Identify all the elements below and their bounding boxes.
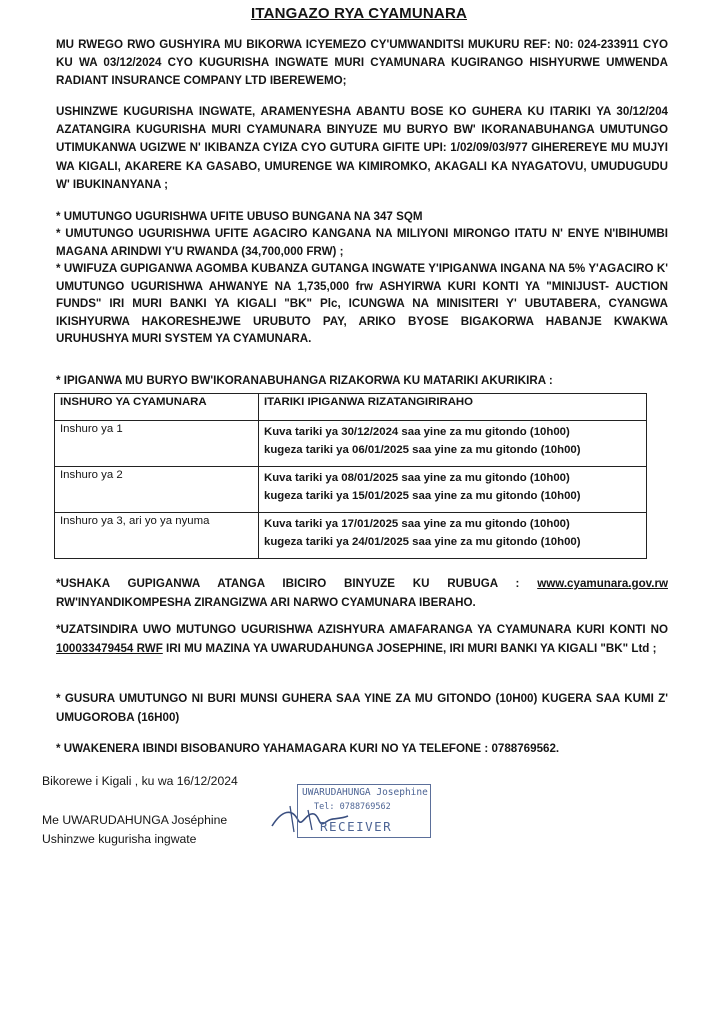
dates-cell [259,467,647,513]
account-number: 100033479454 RWF [56,642,163,655]
payment-text-2: IRI MU MAZINA YA UWARUDAHUNGA JOSEPHINE, IRI MURI BANKI YA KIGALI "BK" Ltd ; [166,642,657,655]
date-end: kugeza tariki ya 24/01/2025 saa yine za mu gitondo (10h00) [264,536,581,548]
date-start: Kuva tariki ya 17/01/2025 saa yine za mu gitondo (10h00) [264,518,570,530]
date-line: Bikorewe i Kigali , ku wa 16/12/2024 [42,774,238,788]
payment-text: *UZATSINDIRA UWO MUTUNGO UGURISHWA AZISHYURA AMAFARANGA YA CYAMUNARA KURI KONTI NO [56,623,668,636]
phone-note: * UWAKENERA IBINDI BISOBANURO YAHAMAGARA KURI NO YA TELEFONE : 0788769562. [56,742,560,755]
bullet-deposit: * UWIFUZA GUPIGANWA AGOMBA KUBANZA GUTANGA INGWATE Y'IPIGANWA INGANA NA 5% Y'AGACIRO K' UMUTUNGO UGURISHWA AHWANYE NA 1,735,000 frw ASHYIRWA KURI KONTI YA "MINIJUST- AUCTION FUNDS" IRI MURI BANKI YA KIGALI "BK" Plc, ICUNGWA NA MINISITERI Y' UBUTABERA, CYANGWA IKISHYURWA HAKORESHEJWE URUBUTO PAY, ARIKO BYOSE BIGAKORWA HABANJE KWAKWA URUHUSHYA MURI SYSTEM YA CYAMUNARA. [56,262,668,345]
date-end: kugeza tariki ya 06/01/2025 saa yine za mu gitondo (10h00) [264,444,581,456]
round-cell: Inshuro ya 2 [55,467,259,513]
bullet-area: * UMUTUNGO UGURISHWA UFITE UBUSO BUNGANA NA 347 SQM [56,210,423,223]
stamp-tel: Tel: 0788769562 [314,802,391,812]
website-note [56,574,668,612]
dates-cell [259,513,647,559]
table-row [55,467,647,513]
table-row [55,421,647,467]
stamp-name: UWARUDAHUNGA Josephine [302,787,428,798]
auction-schedule-table [54,393,647,559]
header-dates: ITARIKI IPIGANWA RIZATANGIRIRAHO [259,394,647,421]
round-cell: Inshuro ya 3, ari yo ya nyuma [55,513,259,559]
date-start: Kuva tariki ya 08/01/2025 saa yine za mu gitondo (10h00) [264,472,570,484]
round-cell: Inshuro ya 1 [55,421,259,467]
payment-note [56,620,668,658]
announcement-paragraph: USHINZWE KUGURISHA INGWATE, ARAMENYESHA ABANTU BOSE KO GUHERA KU ITARIKI YA 30/12/204 AZATANGIRA KUGURISHA MURI CYAMUNARA BINYUZE MU BURYO BW' IKORANABUHANGA UMUTUNGO UTIMUKANWA UGIZWE N' IKIBANZA CYIZA CYO GUTURA GIFITE UPI: 1/02/09/03/977 GIHEREREYE MU MUJYI WA KIGALI, AKARERE KA GASABO, UMURENGE WA KIMIROMKO, AKAGALI KA NYAGATOVU, UMUDUGUDU W' IBUKINANYANA ; [56,105,668,191]
intro-paragraph: MU RWEGO RWO GUSHYIRA MU BIKORWA ICYEMEZO CY'UMWANDITSI MUKURU REF: N0: 024-233911 CYO KU WA 03/12/2024 CYO KUGURISHA INGWATE MURI CYAMUNARA KUGIRANGO HISHYURWE UMWENDA RADIANT INSURANCE COMPANY LTD IBEREWEMO; [56,38,668,87]
signer-role: Ushinzwe kugurisha ingwate [42,832,197,846]
visit-note: * GUSURA UMUTUNGO NI BURI MUNSI GUHERA SAA YINE ZA MU GITONDO (10H00) KUGERA SAA KUMI Z' UMUGOROBA (16H00) [56,692,668,724]
dates-cell [259,421,647,467]
stamp-role: RECEIVER [320,819,393,834]
document-title: ITANGAZO RYA CYAMUNARA [250,5,468,22]
website-note-text-2: RW'INYANDIKOMPESHA ZIRANGIZWA ARI NARWO CYAMUNARA IBERAHO. [56,596,476,609]
bullet-value: * UMUTUNGO UGURISHWA UFITE AGACIRO KANGANA NA MILIYONI MIRONGO ITATU N' ENYE N'IBIHUMBI MAGANA ARINDWI Y'U RWANDA (34,700,000 FRW) ; [56,227,668,258]
signer-name: Me UWARUDAHUNGA Joséphine [42,813,228,827]
table-header-row [55,394,647,421]
receiver-stamp [297,784,431,838]
table-row [55,513,647,559]
header-round: INSHURO YA CYAMUNARA [55,394,259,421]
website-note-text: *USHAKA GUPIGANWA ATANGA IBICIRO BINYUZE KU RUBUGA : [56,577,520,590]
date-start: Kuva tariki ya 30/12/2024 saa yine za mu gitondo (10h00) [264,426,570,438]
schedule-intro: * IPIGANWA MU BURYO BW'IKORANABUHANGA RIZAKORWA KU MATARIKI AKURIKIRA : [56,374,553,387]
date-end: kugeza tariki ya 15/01/2025 saa yine za mu gitondo (10h00) [264,490,581,502]
website-link[interactable]: www.cyamunara.gov.rw [537,577,668,590]
